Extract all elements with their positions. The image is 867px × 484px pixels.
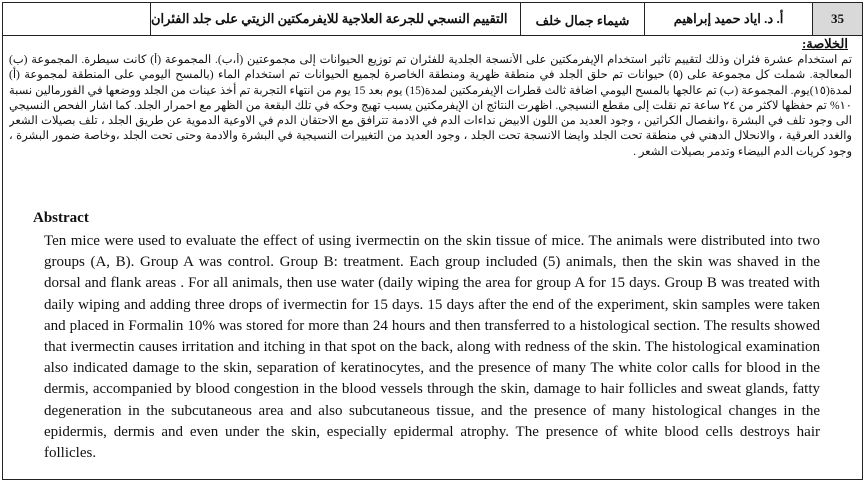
paper-title: التقييم النسجي للجرعة العلاجية للايفرمكتين الزيتي على جلد الفئران <box>151 3 521 35</box>
english-abstract-body: Ten mice were used to evaluate the effect of using ivermectin on the skin tissue of mice. The animals were distributed into two groups (A, B). Group A was control. Group B: treatment. Each group included (5) animals, then the skin was shaved in the dorsal and flank areas . For all animals, then use water (daily wiping the area for group A for 15 days. Group B was treated with daily wiping and adding three drops of ivermectin for 15 days. 15 days after the end of the experiment, skin samples were taken and placed in Formalin 10% was stored for more than 24 hours and then transferred to a histological section. The results showed that ivermectin causes irritation and itching in that spot on the back, along with redness of the skin. The histological examination also indicated damage to the skin, separation of keratinocytes, and the presence of many The white color calls for blood in the dermis, accompanied by blood congestion in the blood vessels through the skin, damage to hair follicles and sweat glands, fatty degeneration in the subcutaneous area and also subcutaneous tissue, and the presence of many histological changes in the epidermis, dermis and even under the skin, especially epidermal atrophy. The presence of white blood cells destroys hair follicles. <box>44 233 820 462</box>
header-blank-cell <box>3 3 151 35</box>
english-abstract-heading: Abstract <box>33 210 89 226</box>
arabic-abstract-heading: الخلاصة: <box>801 36 848 51</box>
arabic-abstract-body: تم استخدام عشرة فئران وذلك لتقييم تأثير استخدام الإيفرمكتين على الأنسجة الجلدية للفئران تم توزيع الحيوانات إلى مجموعتين (أ،ب). المجموعة (أ) كانت سيطرة. المجموعة (ب) المعالجة. شملت كل مجموعة على (٥) حيوانات تم حلق الجلد في منطقة ظهرية ومنطقة الخاصرة لجميع الحيوانات تم استخدام الماء (بالمسح اليومي على المنطقة لمجموعة (أ) لمدة(١٥)يوم. المجموعة (ب) تم عالجها بالمسح اليومي اضافة ثالث قطرات الإيفرمكتين لمدة(15) يوم بعد 15 يوم من انتهاء التجربة تم أخذ عينات من الجلد ووضعها في الفورمالين نسبة ١٠% تم حفظها لاكثر من ٢٤ ساعة تم نقلت إلى مقطع النسيجي. اظهرت النتائج ان الإيفرمكتين يسبب تهيج وحكه في تلك البقعة من الظهر مع احمرار الجلد. كما اشار الفحص النسيجي الى وجود تلف في البشرة ،وانفصال الكراتين ، وجود العديد من اللون الابيض نداءات الدم في الادمة تترافق مع الاحتقان الدم في الاوعية الدموية عن طريق الجلد ، تلف بصيلات الشعر والغدد العرقية ، والانحلال الدهني في منطقة تحت الجلد وايضا الانسجة تحت الجلد ، وجود العديد من التغييرات النسيجية في البشرة والادمة وحتى تحت الجلد ،وخاصة ضمور البشرة ، وجود كريات الدم البيضاء وتدمر بصيلات الشعر . <box>9 54 852 158</box>
paper-number: 35 <box>813 3 862 35</box>
author-1: أ. د. اياد حميد إبراهيم <box>645 3 813 35</box>
author-2: شيماء جمال خلف <box>521 3 645 35</box>
header-row <box>3 3 862 36</box>
paper-frame <box>2 2 863 480</box>
